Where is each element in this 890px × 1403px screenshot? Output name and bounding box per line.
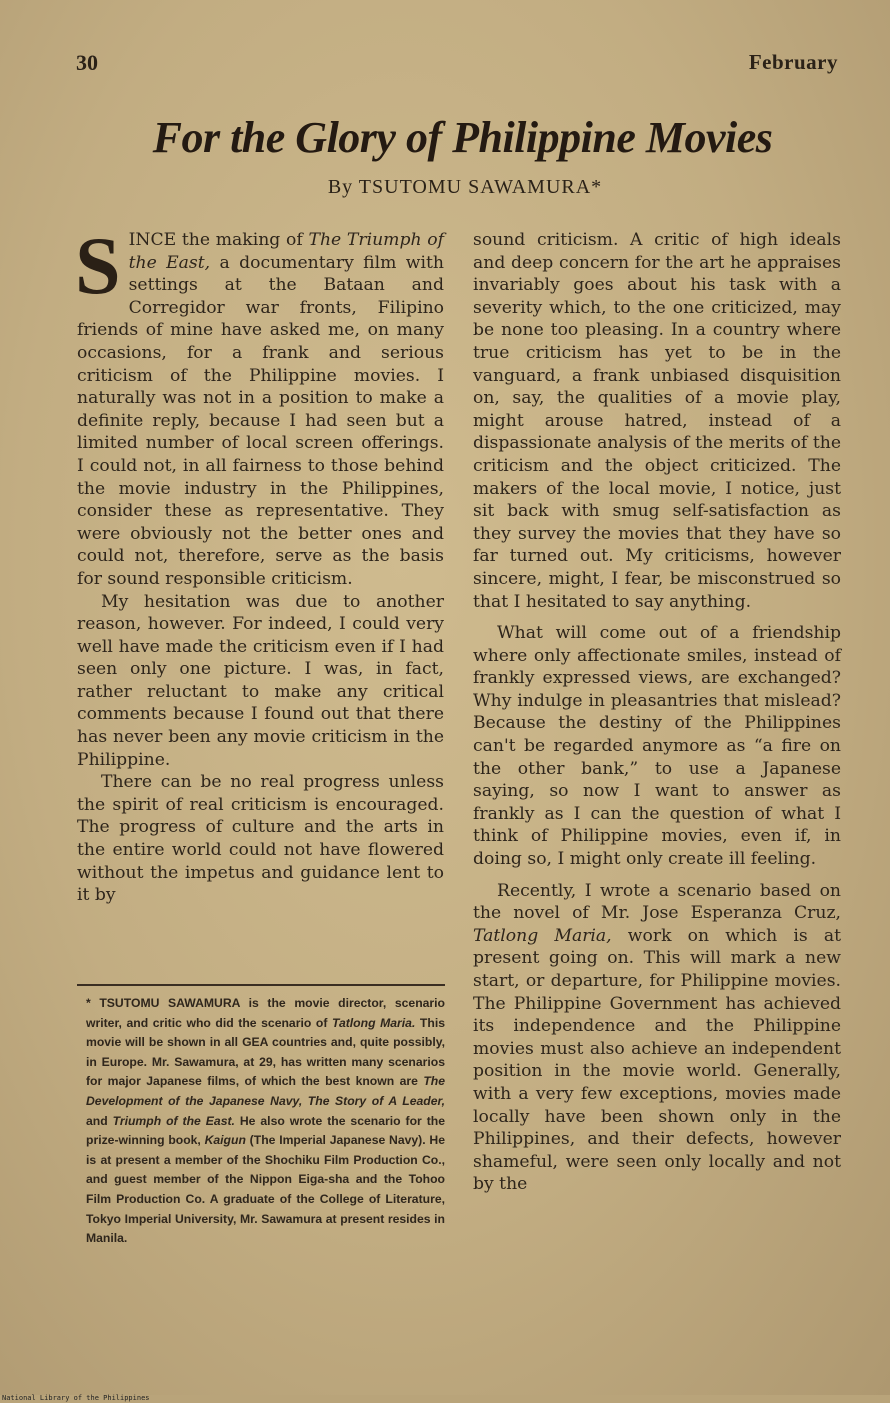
novel-title: Tatlong Maria, xyxy=(473,925,612,946)
footnote-divider xyxy=(77,984,445,986)
paragraph-6-rest: work on which is at present going on. This will mark a new start, or departure, for Philippine movies. The Philippine Government has achieved its independence and the Philippine movies must also achieve an independent position in the movie world. Generally, with a very few exceptions, movies made locally have been shown only in the Philippines, and their defects, however shameful, were seen only locally and not by the xyxy=(473,925,841,1195)
page-number: 30 xyxy=(76,50,98,75)
library-watermark: National Library of the Philippines xyxy=(2,1394,150,1402)
footnote-text-2: This movie will be shown in all GEA countries and, quite possibly, in Europe. Mr. Sawamura, at 29, has written many scenarios for major Japanese films, of which the best known are xyxy=(86,1015,445,1089)
paragraph-4: sound criticism. A critic of high ideals and deep concern for the art he appraises invariably goes about his task with a severity which, to the one criticized, may be none too pleasing. In a country where true criticism has yet to be in the vanguard, a frank unbiased disquisition on, say, the qualities of a movie play, might arouse hatred, instead of a dispassionate analysis of the merits of the criticism and the object criticized. The makers of the local movie, I notice, just sit back with smug self-satisfaction as they survey the movies that they have so far turned out. My criticisms, however sincere, might, I fear, be misconstrued so that I hesitated to say anything. xyxy=(473,230,841,612)
author-footnote xyxy=(86,994,445,1249)
left-column xyxy=(75,220,444,907)
paragraph-1 xyxy=(75,220,444,591)
footnote-title-3: Triumph of the East. xyxy=(112,1113,235,1128)
footnote-text-4: He also wrote the scenario for the prize-winning book, xyxy=(86,1113,445,1148)
paragraph-2: My hesitation was due to another reason, however. For indeed, I could very well have made the criticism even if I had seen only one picture. I was, in fact, rather reluctant to make any critical comments because I found out that there has never been any movie criticism in the Philippine. xyxy=(77,591,444,770)
footnote-title-4: Kaigun xyxy=(204,1133,246,1148)
paragraph-5: What will come out of a friendship where only affectionate smiles, instead of frankly expressed views, are exchanged? Why indulge in pleasantries that mislead? Because the destiny of the Philippines can't be regarded anymore as “a fire on the other bank,” to use a Japanese saying, so now I want to answer as frankly as I can the question of what I think of Philippine movies, even if, in doing so, I might only create ill feeling. xyxy=(473,623,841,870)
footnote-title-1: Tatlong Maria. xyxy=(331,1015,416,1030)
drop-cap: S xyxy=(75,220,121,311)
paragraph-3: There can be no real progress unless the spirit of real criticism is encouraged. The progress of culture and the arts in the entire world could not have flowered without the impetus and guidance lent to it by xyxy=(77,772,444,906)
running-head: February xyxy=(748,50,838,74)
footnote-text-1: * TSUTOMU SAWAMURA is the movie director, scenario writer, and critic who did the scenario of xyxy=(86,996,445,1030)
article-title: For the Glory of Philippine Movies xyxy=(152,113,773,162)
footnote-text-3: and xyxy=(86,1113,113,1128)
right-column xyxy=(473,229,841,1196)
paragraph-6 xyxy=(473,880,841,1196)
footnote-text-5: (The Imperial Japanese Navy). He is at present a member of the Shochiku Film Production Co., and guest member of the Nippon Eiga-sha and the Tohoo Film Production Co. A graduate of the College of Literature, Tokyo Imperial University, Mr. Sawamura at present resides in Manila. xyxy=(86,1133,445,1246)
footnote-title-2: The Development of the Japanese Navy, The Story of A Leader, xyxy=(86,1074,445,1108)
paragraph-1-lead: INCE the making of xyxy=(128,230,309,250)
article-byline: By TSUTOMU SAWAMURA* xyxy=(327,176,603,198)
paragraph-6-lead: Recently, I wrote a scenario based on the novel of Mr. Jose Esperanza Cruz, xyxy=(473,880,841,924)
paragraph-1-rest: a documentary film with settings at the Bataan and Corregidor war fronts, Filipino friends of mine have asked me, on many occasions, for a frank and serious criticism of the Philippine movies. I naturally was not in a position to make a definite reply, because I had seen but a limited number of local screen offerings. I could not, in all fairness to those behind the movie industry in the Philippines, consider these as representative. They were obviously not the better ones and could not, therefore, serve as the basis for sound responsible criticism. xyxy=(77,252,444,589)
film-title: The Triumph of the East, xyxy=(128,230,444,273)
